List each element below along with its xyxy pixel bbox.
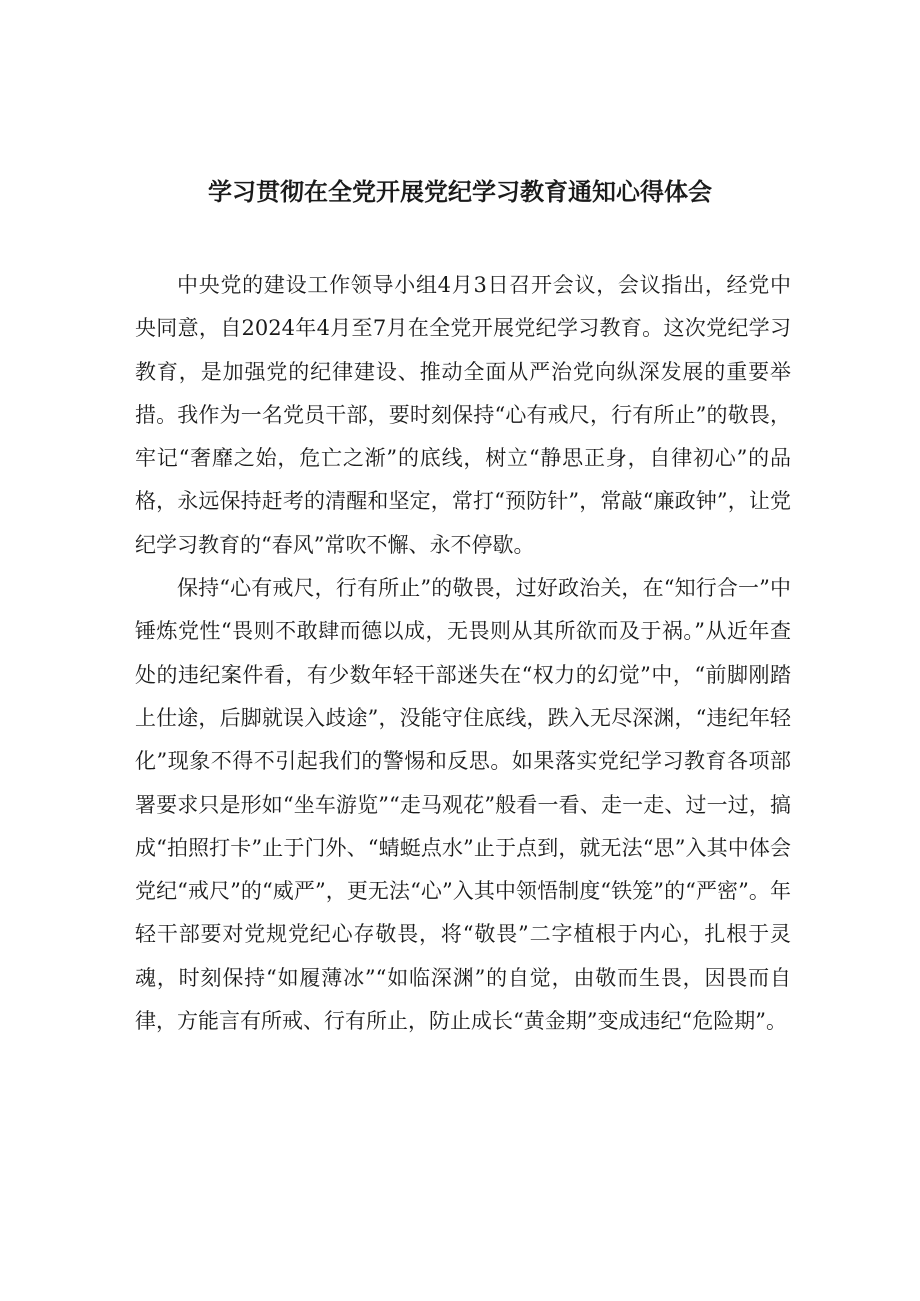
paragraph: 中央党的建设工作领导小组4月3日召开会议，会议指出，经党中央同意，自2024年4月至7月在全党开展党纪学习教育。这次党纪学习教育，是加强党的纪律建设、推动全面从严治党向纵深发展的重要举措。我作为一名党员干部，要时刻保持“心有戒尺，行有所止”的敬畏，牢记“奢靡之始，危亡之渐”的底线，树立“静思正身，自律初心”的品格，永远保持赶考的清醒和坚定，常打“预防针”，常敲“廉政钟”，让党纪学习教育的“春风”常吹不懈、永不停歇。 (135, 273, 791, 557)
paragraph: 保持“心有戒尺，行有所止”的敬畏，过好政治关，在“知行合一”中锤炼党性“畏则不敢肆而德以成，无畏则从其所欲而及于祸。”从近年查处的违纪案件看，有少数年轻干部迷失在“权力的幻觉”中，“前脚刚踏上仕途，后脚就误入歧途”，没能守住底线，跌入无尽深渊，“违纪年轻化”现象不得不引起我们的警惕和反思。如果落实党纪学习教育各项部署要求只是形如“坐车游览”“走马观花”般看一看、走一走、过一过，搞成“拍照打卡”止于门外、“蜻蜓点水”止于点到，就无法“思”入其中体会党纪“戒尺”的“威严”，更无法“心”入其中领悟制度“铁笼”的“严密”。年轻干部要对党规党纪心存敬畏，将“敬畏”二字植根于内心，扎根于灵魂，时刻保持“如履薄冰”“如临深渊”的自觉，由敬而生畏，因畏而自律，方能言有所戒、行有所止，防止成长“黄金期”变成违纪“危险期”。 (135, 576, 791, 1034)
document-body (135, 264, 791, 1043)
document-title: 学习贯彻在全党开展党纪学习教育通知心得体会 (208, 178, 712, 206)
